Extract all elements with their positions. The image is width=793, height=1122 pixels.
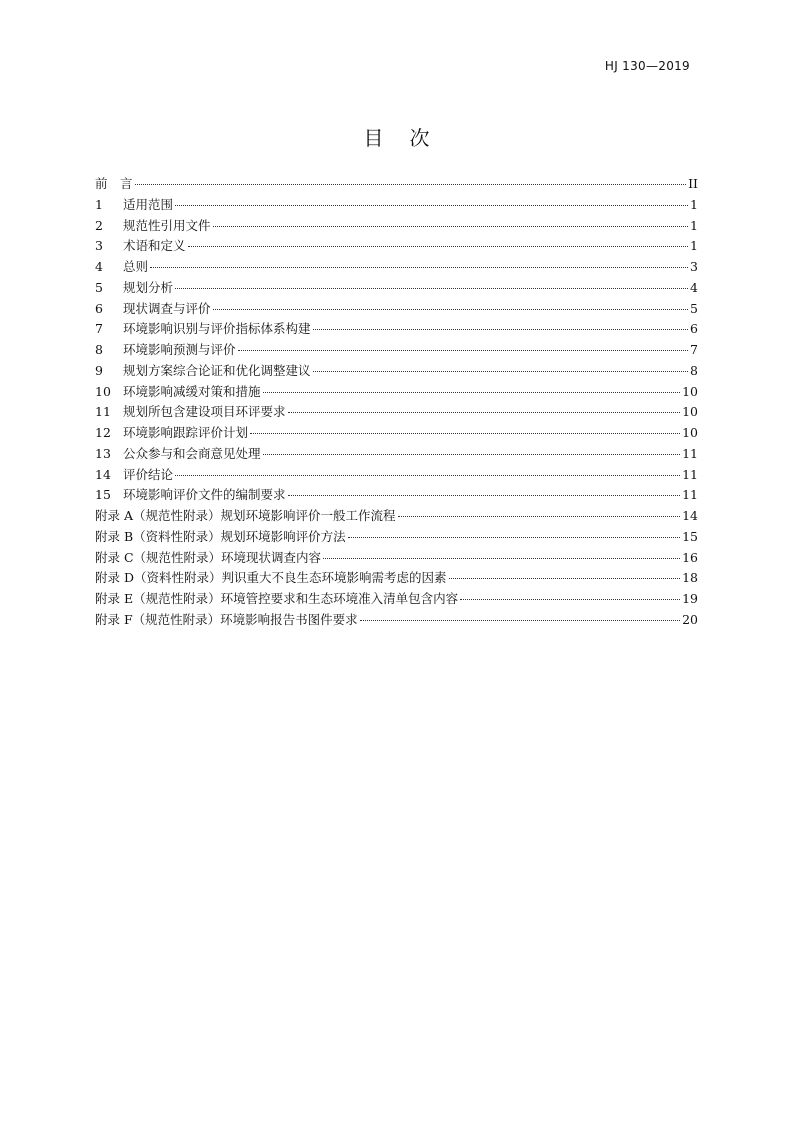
toc-entry[interactable]	[95, 340, 698, 361]
toc-dot-leader	[213, 226, 689, 227]
toc-entry-number: 13	[95, 445, 111, 461]
toc-dot-leader	[288, 412, 681, 413]
toc-entry-number: 4	[95, 259, 103, 274]
toc-entry-title: 术语和定义	[123, 238, 186, 254]
toc-dot-leader	[323, 558, 680, 559]
toc-entry-title: 环境影响跟踪评价计划	[123, 425, 249, 440]
toc-entry-title: 附录 C（规范性附录）环境现状调查内容	[95, 549, 322, 565]
toc-entry[interactable]	[95, 236, 698, 257]
toc-entry[interactable]	[95, 382, 698, 403]
toc-entry-number: 9	[95, 362, 103, 378]
toc-page-number: 18	[682, 570, 698, 586]
toc-page-number: 10	[682, 425, 698, 440]
toc-entry[interactable]	[95, 568, 698, 589]
toc-entry[interactable]	[95, 174, 698, 195]
toc-page-number: 1	[690, 217, 698, 233]
toc-dot-leader	[313, 371, 689, 372]
toc-entry-title: 现状调查与评价	[123, 300, 211, 316]
toc-entry-title: 规划分析	[123, 279, 174, 295]
toc-page-number: 11	[682, 487, 698, 503]
toc-dot-leader	[135, 184, 687, 185]
toc-entry-title: 规划所包含建设项目环评要求	[123, 404, 286, 420]
toc-page-number: 19	[682, 591, 698, 606]
toc-dot-leader	[213, 309, 689, 310]
toc-entry[interactable]	[95, 548, 698, 569]
toc-entry[interactable]	[95, 444, 698, 465]
toc-page-number: 3	[690, 259, 698, 274]
toc-entry[interactable]	[95, 402, 698, 423]
toc-entry-number: 14	[95, 466, 111, 482]
toc-entry-title: 附录 B（资料性附录）规划环境影响评价方法	[95, 528, 346, 544]
toc-entry[interactable]	[95, 278, 698, 299]
toc-page-number: 8	[690, 362, 698, 378]
toc-page-number: 7	[690, 342, 698, 357]
toc-entry-number: 6	[95, 300, 103, 316]
toc-page-number: 16	[682, 549, 698, 565]
toc-entry-title: 前 言	[95, 176, 133, 191]
toc-entry-title: 环境影响减缓对策和措施	[123, 383, 261, 399]
toc-page-number: 15	[682, 528, 698, 544]
toc-entry-title: 评价结论	[123, 466, 174, 482]
toc-entry[interactable]	[95, 465, 698, 486]
toc-entry-number: 11	[95, 404, 111, 420]
toc-dot-leader	[175, 288, 688, 289]
toc-dot-leader	[313, 329, 689, 330]
toc-entry-number: 15	[95, 487, 111, 503]
toc-entry[interactable]	[95, 195, 698, 216]
toc-page-number: 6	[690, 321, 698, 337]
toc-entry[interactable]	[95, 506, 698, 527]
table-of-contents	[95, 174, 698, 631]
toc-dot-leader	[175, 475, 680, 476]
toc-dot-leader	[238, 350, 689, 351]
toc-page-number: 11	[682, 445, 698, 461]
page-title: 目次	[363, 126, 456, 150]
toc-entry[interactable]	[95, 257, 698, 278]
toc-entry[interactable]	[95, 423, 698, 444]
toc-entry[interactable]	[95, 361, 698, 382]
document-code: HJ 130—2019	[604, 59, 690, 73]
toc-dot-leader	[449, 578, 681, 579]
toc-entry-title: 环境影响预测与评价	[123, 342, 236, 357]
toc-dot-leader	[188, 246, 689, 247]
toc-entry[interactable]	[95, 319, 698, 340]
toc-dot-leader	[250, 433, 680, 434]
toc-page-number: 10	[682, 383, 698, 399]
toc-page-number: 10	[682, 404, 698, 420]
toc-entry[interactable]	[95, 610, 698, 631]
toc-dot-leader	[460, 599, 680, 600]
toc-entry-title: 总则	[123, 259, 149, 274]
toc-entry-title: 环境影响识别与评价指标体系构建	[123, 321, 311, 337]
toc-entry[interactable]	[95, 527, 698, 548]
toc-entry[interactable]	[95, 485, 698, 506]
toc-dot-leader	[150, 267, 688, 268]
toc-page-number: 20	[682, 611, 698, 627]
toc-dot-leader	[360, 620, 680, 621]
toc-entry-number: 7	[95, 321, 103, 337]
toc-entry-title: 适用范围	[123, 196, 174, 212]
toc-entry-number: 2	[95, 217, 103, 233]
toc-entry-title: 规划方案综合论证和优化调整建议	[123, 362, 311, 378]
toc-entry-title: 公众参与和会商意见处理	[123, 445, 261, 461]
toc-dot-leader	[288, 495, 681, 496]
toc-entry-title: 规范性引用文件	[123, 217, 211, 233]
toc-dot-leader	[348, 537, 680, 538]
toc-entry-number: 3	[95, 238, 103, 254]
toc-entry[interactable]	[95, 299, 698, 320]
toc-entry-number: 10	[95, 383, 111, 399]
toc-dot-leader	[175, 205, 688, 206]
toc-entry-title: 附录 A（规范性附录）规划环境影响评价一般工作流程	[95, 508, 396, 523]
toc-page-number: 1	[690, 196, 698, 212]
toc-page-number: 4	[690, 279, 698, 295]
toc-entry-title: 环境影响评价文件的编制要求	[123, 487, 286, 503]
toc-page-number: 1	[690, 238, 698, 254]
toc-entry-number: 8	[95, 342, 103, 357]
toc-dot-leader	[398, 516, 681, 517]
toc-entry-number: 1	[95, 196, 103, 212]
toc-entry[interactable]	[95, 589, 698, 610]
toc-dot-leader	[263, 392, 681, 393]
toc-entry-number: 12	[95, 425, 111, 440]
toc-page-number: 5	[690, 300, 698, 316]
toc-page-number: 11	[682, 466, 698, 482]
toc-page-number: II	[688, 176, 698, 191]
toc-entry[interactable]	[95, 216, 698, 237]
toc-entry-number: 5	[95, 279, 103, 295]
toc-entry-title: 附录 D（资料性附录）判识重大不良生态环境影响需考虑的因素	[95, 570, 447, 586]
toc-entry-title: 附录 F（规范性附录）环境影响报告书图件要求	[95, 611, 358, 627]
toc-entry-title: 附录 E（规范性附录）环境管控要求和生态环境准入清单包含内容	[95, 591, 459, 606]
toc-dot-leader	[263, 454, 681, 455]
toc-page-number: 14	[682, 508, 698, 523]
